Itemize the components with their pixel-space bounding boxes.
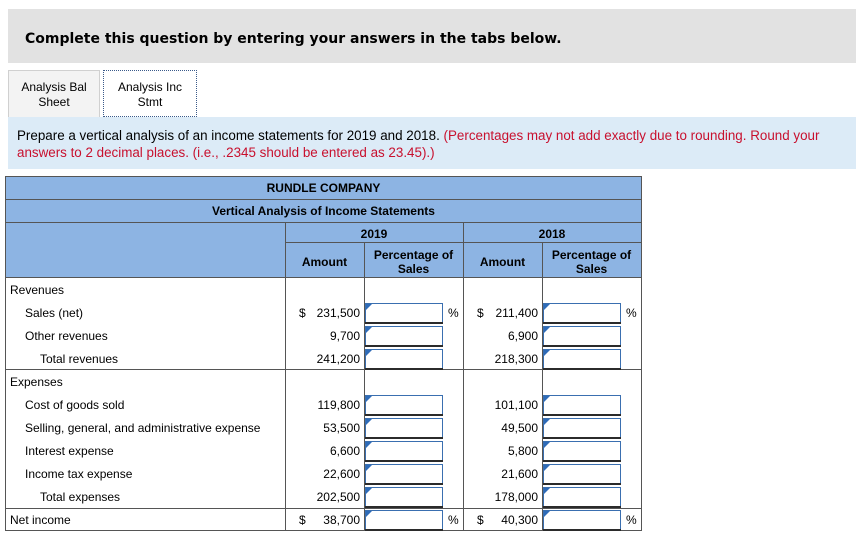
instructions-text: [17, 127, 847, 161]
amount-2019-other-revenues: 9,700: [329, 329, 360, 343]
percent-sign: %: [626, 306, 637, 320]
row-label-sales: Sales (net): [25, 306, 84, 320]
amount-2019-sga: 53,500: [323, 421, 360, 435]
pct-2019-sales-input[interactable]: [365, 303, 443, 323]
pct-2018-total-revenues-input[interactable]: [543, 349, 621, 369]
pct-2018-cogs-input[interactable]: [543, 395, 621, 415]
pct-2018-sales-input[interactable]: [543, 303, 621, 323]
row-label-expenses: Expenses: [10, 375, 63, 389]
amount-2018-sales: 211,400: [495, 306, 538, 320]
amount-2018-other-revenues: 6,900: [507, 329, 538, 343]
pct-2018-sga-input[interactable]: [543, 418, 621, 438]
divider: [6, 222, 641, 223]
year-2018-header: 2018: [538, 227, 566, 241]
pct-2018-interest-input[interactable]: [543, 441, 621, 461]
percent-sign: %: [448, 306, 459, 320]
divider: [6, 277, 641, 278]
statement-title: Vertical Analysis of Income Statements: [212, 204, 435, 218]
pct-2019-interest-input[interactable]: [365, 441, 443, 461]
row-label-other-revenues: Other revenues: [25, 329, 108, 343]
row-label-sga: Selling, general, and administrative expense: [25, 421, 261, 435]
amount-2018-cogs: 101,100: [494, 398, 538, 412]
amount-2019-cogs: 119,800: [317, 398, 360, 412]
amount-2019-income-tax: 22,600: [323, 467, 360, 481]
tab-analysis-inc-stmt[interactable]: [103, 70, 197, 117]
percent-sign: %: [626, 513, 637, 527]
amount-2019-net-income: 38,700: [323, 513, 360, 527]
instructions-panel: [8, 117, 856, 169]
row-label-revenues: Revenues: [10, 283, 65, 297]
instructions-note: (Percentages may not add exactly due to rounding. Round your answers to 2 decimal places. (i.e., .2345 should be entered as 23.45).): [17, 128, 820, 160]
amount-2018-net-income: 40,300: [501, 513, 538, 527]
instruction-banner: [8, 9, 856, 63]
amount-2019-header: Amount: [301, 255, 348, 269]
amount-2018-sga: 49,500: [501, 421, 538, 435]
pct-header-line1: Percentage of: [373, 248, 454, 262]
currency-sign: $: [477, 306, 484, 320]
pct-2019-sga-input[interactable]: [365, 418, 443, 438]
tab-label-line2: Sheet: [38, 95, 70, 109]
year-2019-header: 2019: [360, 227, 388, 241]
currency-sign: $: [299, 306, 306, 320]
pct-2019-other-revenues-input[interactable]: [365, 326, 443, 346]
amount-2019-total-revenues: 241,200: [316, 352, 360, 366]
pct-2019-total-revenues-input[interactable]: [365, 349, 443, 369]
pct-2019-header: [364, 248, 463, 276]
pct-header-line1: Percentage of: [551, 248, 632, 262]
pct-2019-net-income-input[interactable]: [365, 510, 443, 530]
pct-header-line2: Sales: [397, 262, 430, 276]
currency-sign: $: [299, 513, 306, 527]
row-label-total-revenues: Total revenues: [40, 352, 119, 366]
tab-label-line1: Analysis Bal: [21, 80, 87, 94]
amount-2018-interest: 5,800: [507, 444, 538, 458]
row-label-interest: Interest expense: [25, 444, 114, 458]
row-label-cogs: Cost of goods sold: [25, 398, 125, 412]
row-label-net-income: Net income: [10, 513, 71, 527]
pct-2019-cogs-input[interactable]: [365, 395, 443, 415]
row-label-income-tax: Income tax expense: [25, 467, 133, 481]
divider: [6, 199, 641, 200]
divider: [6, 508, 641, 509]
pct-2019-total-expenses-input[interactable]: [365, 487, 443, 507]
amount-2018-header: Amount: [479, 255, 526, 269]
tab-label-line2: Stmt: [137, 95, 163, 109]
tab-analysis-bal-sheet[interactable]: [8, 70, 100, 117]
pct-2018-net-income-input[interactable]: [543, 510, 621, 530]
amount-2018-total-revenues: 218,300: [494, 352, 538, 366]
pct-2018-header: [542, 248, 641, 276]
amount-2018-income-tax: 21,600: [501, 467, 538, 481]
instructions-main: Prepare a vertical analysis of an income statements for 2019 and 2018.: [17, 128, 444, 143]
pct-2018-total-expenses-input[interactable]: [543, 487, 621, 507]
pct-2019-income-tax-input[interactable]: [365, 464, 443, 484]
vertical-analysis-table: [5, 176, 642, 531]
row-label-total-expenses: Total expenses: [40, 490, 121, 504]
pct-2018-other-revenues-input[interactable]: [543, 326, 621, 346]
company-name: RUNDLE COMPANY: [266, 181, 381, 195]
amount-2019-total-expenses: 202,500: [316, 490, 360, 504]
banner-text: Complete this question by entering your answers in the tabs below.: [25, 31, 562, 47]
percent-sign: %: [448, 513, 459, 527]
pct-2018-income-tax-input[interactable]: [543, 464, 621, 484]
amount-2019-interest: 6,600: [329, 444, 360, 458]
amount-2018-total-expenses: 178,000: [494, 490, 538, 504]
currency-sign: $: [477, 513, 484, 527]
amount-2019-sales: 231,500: [316, 306, 360, 320]
pct-header-line2: Sales: [575, 262, 608, 276]
tab-label-line1: Analysis Inc: [117, 80, 183, 94]
